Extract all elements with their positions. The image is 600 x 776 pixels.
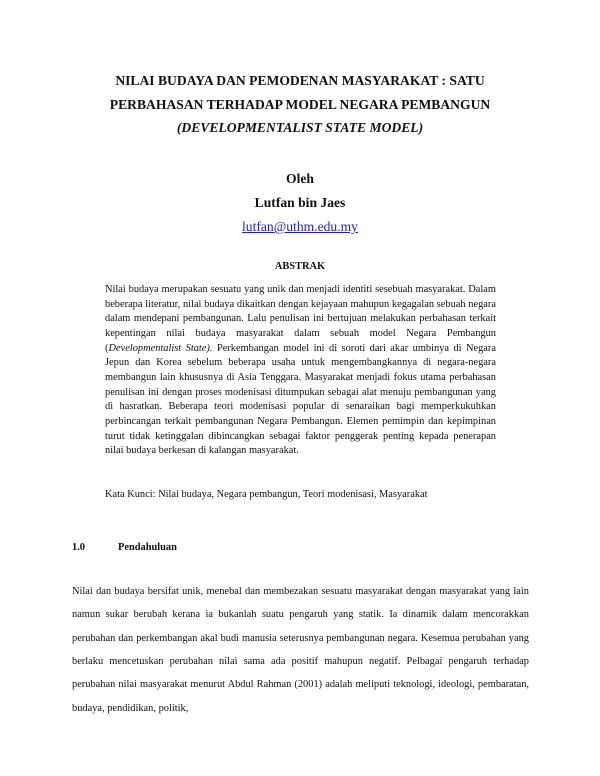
author-name: Lutfan bin Jaes [254,195,346,210]
title-line-3: (DEVELOPMENTALIST STATE MODEL) [176,120,424,135]
abstract-heading: ABSTRAK [274,261,326,272]
paper-title [0,69,600,140]
section-title: Pendahuluan [118,542,177,553]
section-number: 1.0 [72,542,85,553]
abstract-italic-term: Developmentalist State). [108,342,213,354]
title-line-1: NILAI BUDAYA DAN PEMODENAN MASYARAKAT : SATU [115,73,485,88]
abstract-text-1: Nilai budaya merupakan sesuatu yang unik dan menjadi identiti sesebuah masyarakat. Dalam beberapa literatur, nilai budaya dikaitkan dengan kejayaan mahupun kegagalan sebuah negara dalam mendepani pembangunan. Lalu penulisan ini bertujuan melakukan perbahasan terkait kepentingan nilai budaya masyarakat dalam sebuah model Negara Pembangun ( [105,284,496,354]
section-heading [72,542,177,553]
author-email-link[interactable]: lutfan@uthm.edu.my [242,219,358,234]
title-line-2: PERBAHASAN TERHADAP MODEL NEGARA PEMBANGUN [109,96,491,112]
abstract-body [105,283,496,459]
abstract-text-2: Perkembangan model ini di soroti dari akar umbinya di Negara Jepun dan Korea sebelum beberapa usaha untuk mengembangkannya di negara-negara membangun lain khususnya di Asia Tenggara. Masyarakat menjadi fokus utama perbahasan penulisan ini dengan proses modenisasi ditumpukan sebagai alat menuju pembangunan yang di hasratkan. Beberapa teori modenisasi popular di senaraikan bagi memperkukuhkan perbincangan terkait pembangunan Negara Pembangun. Elemen pemimpin dan kepimpinan turut tidak ketinggalan dibincangkan sebagai faktor penggerak penting kepada penerapan nilai budaya berkesan di kalangan masyarakat. [105,342,496,457]
keywords: Kata Kunci: Nilai budaya, Negara pembangun, Teori modenisasi, Masyarakat [105,489,428,500]
author-block [0,167,600,239]
intro-paragraph: Nilai dan budaya bersifat unik, menebal dan membezakan sesuatu masyarakat dengan masyarakat yang lain namun sukar berubah kerana ia bukanlah suatu pengaruh yang statik. Ia dinamik dalam mencorakkan perubahan dan perkembangan akal budi manusia seterusnya pembangunan negara. Kesemua perubahan yang berlaku mencetuskan perubahan nilai sama ada positif mahupun negatif. Pelbagai pengaruh terhadap perubahan nilai masyarakat menurut Abdul Rahman (2001) adalah meliputi teknologi, ideologi, pembaratan, budaya, pendidikan, politik, [72,586,529,714]
author-by: Oleh [286,171,314,186]
